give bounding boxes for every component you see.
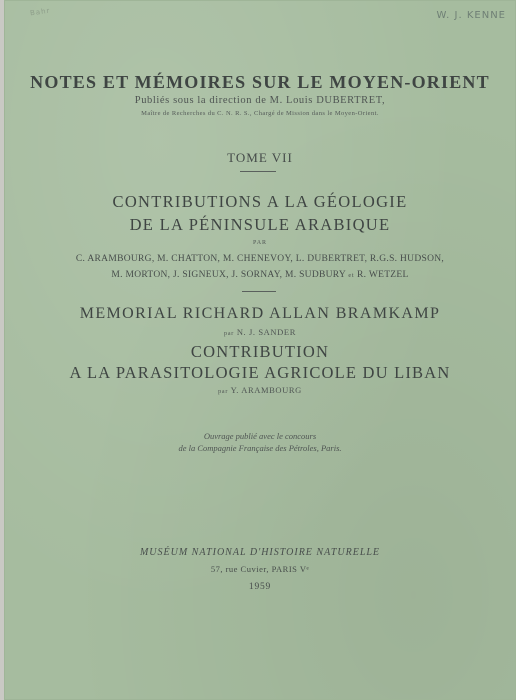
publication-note-line2: de la Compagnie Française des Pétroles, Paris. bbox=[178, 443, 342, 453]
memorial-author: N. J. SANDER bbox=[236, 327, 296, 337]
geology-par-label: PAR bbox=[252, 240, 268, 246]
parasitology-title-line1: CONTRIBUTION bbox=[190, 342, 330, 361]
parasitology-title-line2: A LA PARASITOLOGIE AGRICOLE DU LIBAN bbox=[69, 363, 451, 382]
publication-year: 1959 bbox=[248, 582, 272, 592]
geology-authors-et: et bbox=[348, 273, 355, 279]
geology-authors-line2 bbox=[4, 270, 516, 280]
series-direction: Publiés sous la direction de M. Louis DUBERTRET, bbox=[134, 95, 386, 106]
parasitology-byline bbox=[4, 385, 516, 395]
geology-title-line2: DE LA PÉNINSULE ARABIQUE bbox=[129, 215, 391, 234]
publisher-address: 57, rue Cuvier, PARIS Vᵉ bbox=[210, 564, 310, 574]
geology-authors-line2-a: M. MORTON, J. SIGNEUX, J. SORNAY, M. SUDBURY bbox=[111, 270, 346, 280]
series-title: NOTES ET MÉMOIRES SUR LE MOYEN-ORIENT bbox=[30, 72, 490, 92]
publisher-name: MUSÉUM NATIONAL D'HISTOIRE NATURELLE bbox=[139, 547, 381, 558]
parasitology-par-label: par bbox=[218, 389, 229, 395]
memorial-par-label: par bbox=[224, 331, 235, 337]
geology-title-line1: CONTRIBUTIONS A LA GÉOLOGIE bbox=[112, 192, 408, 211]
memorial-title: MEMORIAL RICHARD ALLAN BRAMKAMP bbox=[79, 305, 441, 322]
memorial-byline bbox=[4, 327, 516, 337]
publication-note-line1: Ouvrage publié avec le concours bbox=[203, 431, 317, 441]
tome-number: TOME VII bbox=[227, 150, 293, 165]
geology-authors-line2-b: R. WETZEL bbox=[357, 270, 409, 280]
corner-note-left: Bahr bbox=[29, 6, 51, 18]
divider-rule bbox=[240, 171, 276, 172]
parasitology-author: Y. ARAMBOURG bbox=[230, 385, 302, 395]
corner-note-right: W. J. KENNE bbox=[436, 10, 506, 21]
book-cover bbox=[4, 0, 516, 700]
series-director-role: Maître de Recherches du C. N. R. S., Chargé de Mission dans le Moyen-Orient. bbox=[141, 110, 379, 117]
divider-rule bbox=[242, 291, 276, 292]
geology-authors-line1: C. ARAMBOURG, M. CHATTON, M. CHENEVOY, L. DUBERTRET, R.G.S. HUDSON, bbox=[75, 254, 445, 264]
